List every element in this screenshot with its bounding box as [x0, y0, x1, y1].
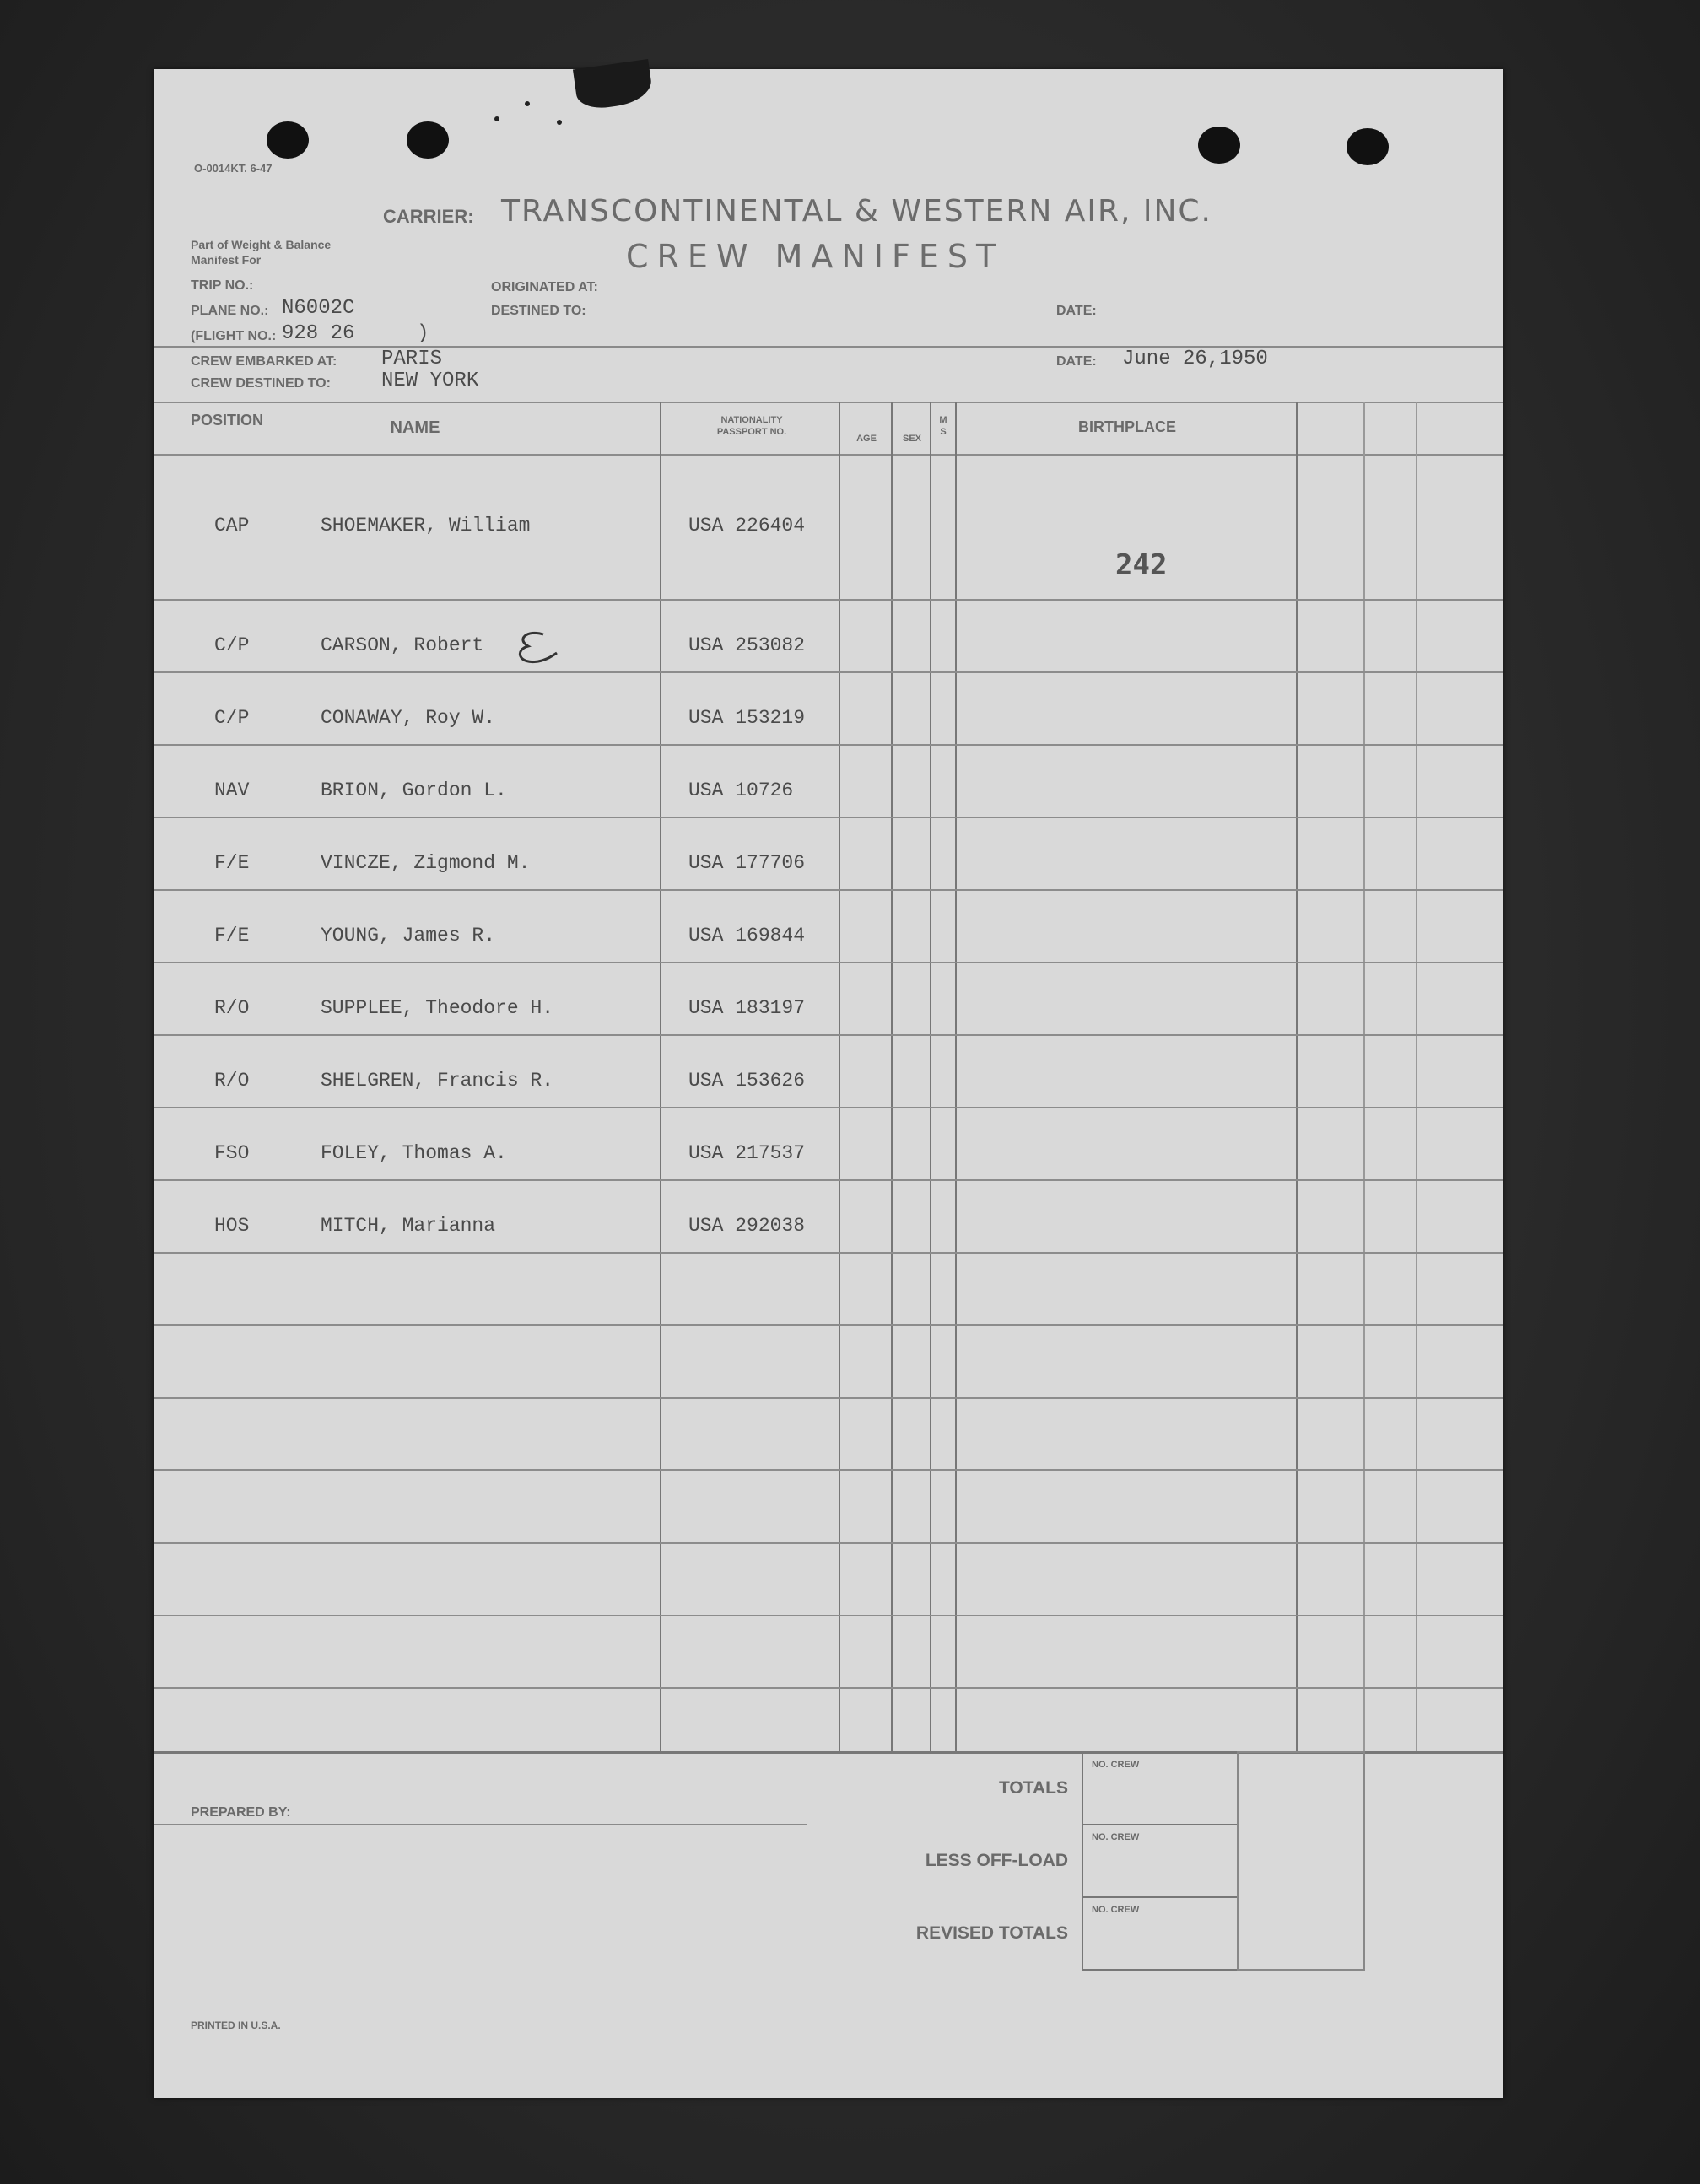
embarked-value: PARIS — [381, 348, 443, 370]
cell-passport: USA 183197 — [688, 997, 806, 1019]
row-rule — [154, 1252, 1503, 1254]
manifest-page — [154, 69, 1503, 2098]
cell-passport: USA 292038 — [688, 1215, 806, 1237]
punch-hole — [407, 121, 449, 159]
page-title: CREW MANIFEST — [626, 238, 1005, 275]
revised-totals-label: REVISED TOTALS — [915, 1923, 1068, 1943]
col-birthplace: BIRTHPLACE — [1078, 418, 1176, 435]
ink-speck — [557, 120, 562, 125]
cell-position: FSO — [214, 1142, 250, 1164]
cell-name: FOLEY, Thomas A. — [321, 1142, 507, 1164]
punch-hole — [267, 121, 309, 159]
cell-position: C/P — [214, 634, 250, 656]
divider — [154, 346, 1503, 348]
col-name: NAME — [390, 418, 440, 437]
carrier-name: TRANSCONTINENTAL & WESTERN AIR, INC. — [501, 194, 1212, 229]
destined-label: CREW DESTINED TO: — [191, 376, 331, 391]
embarked-label: CREW EMBARKED AT: — [191, 354, 337, 369]
cell-position: HOS — [214, 1215, 250, 1237]
cell-passport: USA 10726 — [688, 779, 794, 801]
row-rule — [154, 1324, 1503, 1326]
cell-passport: USA 226404 — [688, 515, 806, 537]
cell-name: CONAWAY, Roy W. — [321, 707, 496, 729]
column-divider — [930, 402, 931, 1751]
cell-position: R/O — [214, 997, 250, 1019]
col-age: AGE — [856, 434, 877, 444]
stamp-number: 242 — [1115, 548, 1168, 582]
row-rule — [154, 1397, 1503, 1399]
no-crew-label: NO. CREW — [1092, 1832, 1140, 1842]
cell-name: YOUNG, James R. — [321, 925, 496, 946]
plane-no-label: PLANE NO.: — [191, 304, 269, 318]
printed-note: PRINTED IN U.S.A. — [191, 2020, 281, 2031]
table-header-rule — [154, 454, 1503, 456]
date-label: DATE: — [1056, 304, 1097, 318]
trip-no-label: TRIP NO.: — [191, 278, 254, 293]
column-divider — [839, 402, 840, 1751]
row-rule — [154, 1469, 1503, 1471]
weight-balance-note: Manifest For — [191, 253, 262, 267]
row-rule — [154, 1034, 1503, 1036]
cell-position: C/P — [214, 707, 250, 729]
date-value: June 26,1950 — [1122, 348, 1268, 370]
cell-name: SHELGREN, Francis R. — [321, 1070, 554, 1092]
cell-position: R/O — [214, 1070, 250, 1092]
row-rule — [154, 1542, 1503, 1544]
ink-speck — [525, 101, 530, 106]
flight-no-value: 928 26 — [282, 322, 355, 345]
cell-name: BRION, Gordon L. — [321, 779, 507, 801]
cell-position: CAP — [214, 515, 250, 537]
ink-speck — [494, 116, 499, 121]
cell-name: VINCZE, Zigmond M. — [321, 852, 531, 874]
cell-passport: USA 217537 — [688, 1142, 806, 1164]
originated-label: ORIGINATED AT: — [491, 280, 598, 294]
column-divider — [1296, 402, 1298, 1751]
column-divider — [1416, 402, 1417, 1751]
prepared-by-label: PREPARED BY: — [191, 1805, 291, 1820]
col-nationality: NATIONALITY — [720, 415, 783, 425]
handwritten-initial-icon — [510, 628, 560, 670]
cell-position: F/E — [214, 852, 250, 874]
col-ms: M — [939, 415, 947, 425]
flight-no-close: ) — [417, 322, 429, 345]
punch-hole — [1347, 128, 1389, 165]
cell-name: SHOEMAKER, William — [321, 515, 531, 537]
column-divider — [891, 402, 893, 1751]
carrier-label: CARRIER: — [383, 206, 474, 227]
cell-passport: USA 169844 — [688, 925, 806, 946]
cell-passport: USA 153219 — [688, 707, 806, 729]
cell-passport: USA 253082 — [688, 634, 806, 656]
date-label: DATE: — [1056, 354, 1097, 369]
column-divider — [955, 402, 957, 1751]
row-rule — [154, 599, 1503, 601]
no-crew-label: NO. CREW — [1092, 1905, 1140, 1915]
form-code: O-0014KT. 6-47 — [194, 162, 273, 175]
destined-value: NEW YORK — [381, 369, 479, 392]
row-rule — [154, 671, 1503, 673]
row-rule — [154, 744, 1503, 746]
no-crew-label: NO. CREW — [1092, 1760, 1140, 1770]
cell-name: SUPPLEE, Theodore H. — [321, 997, 554, 1019]
column-divider — [1363, 402, 1365, 1751]
plane-no-value: N6002C — [282, 297, 355, 320]
row-rule — [154, 817, 1503, 818]
row-rule — [154, 962, 1503, 963]
destined-to-label: DESTINED TO: — [491, 304, 586, 318]
prepared-by-line — [154, 1824, 807, 1825]
flight-no-label: (FLIGHT NO.: — [191, 329, 277, 343]
cell-passport: USA 177706 — [688, 852, 806, 874]
row-rule — [154, 1687, 1503, 1689]
col-passport: PASSPORT NO. — [716, 427, 787, 437]
col-ms: S — [940, 427, 947, 437]
cell-passport: USA 153626 — [688, 1070, 806, 1092]
cell-name: CARSON, Robert — [321, 634, 484, 656]
col-position: POSITION — [191, 412, 264, 429]
row-rule — [154, 1179, 1503, 1181]
col-sex: SEX — [902, 434, 921, 444]
column-divider — [660, 402, 661, 1751]
cell-position: NAV — [214, 779, 250, 801]
row-rule — [154, 1615, 1503, 1616]
cell-position: F/E — [214, 925, 250, 946]
weight-balance-note: Part of Weight & Balance — [191, 238, 332, 251]
totals-label: TOTALS — [998, 1778, 1068, 1798]
less-offload-label: LESS OFF-LOAD — [925, 1851, 1068, 1870]
totals-value-box — [1237, 1751, 1365, 1971]
punch-hole — [1198, 127, 1240, 164]
cell-name: MITCH, Marianna — [321, 1215, 496, 1237]
row-rule — [154, 889, 1503, 891]
row-rule — [154, 1107, 1503, 1108]
table-top-rule — [154, 402, 1503, 403]
